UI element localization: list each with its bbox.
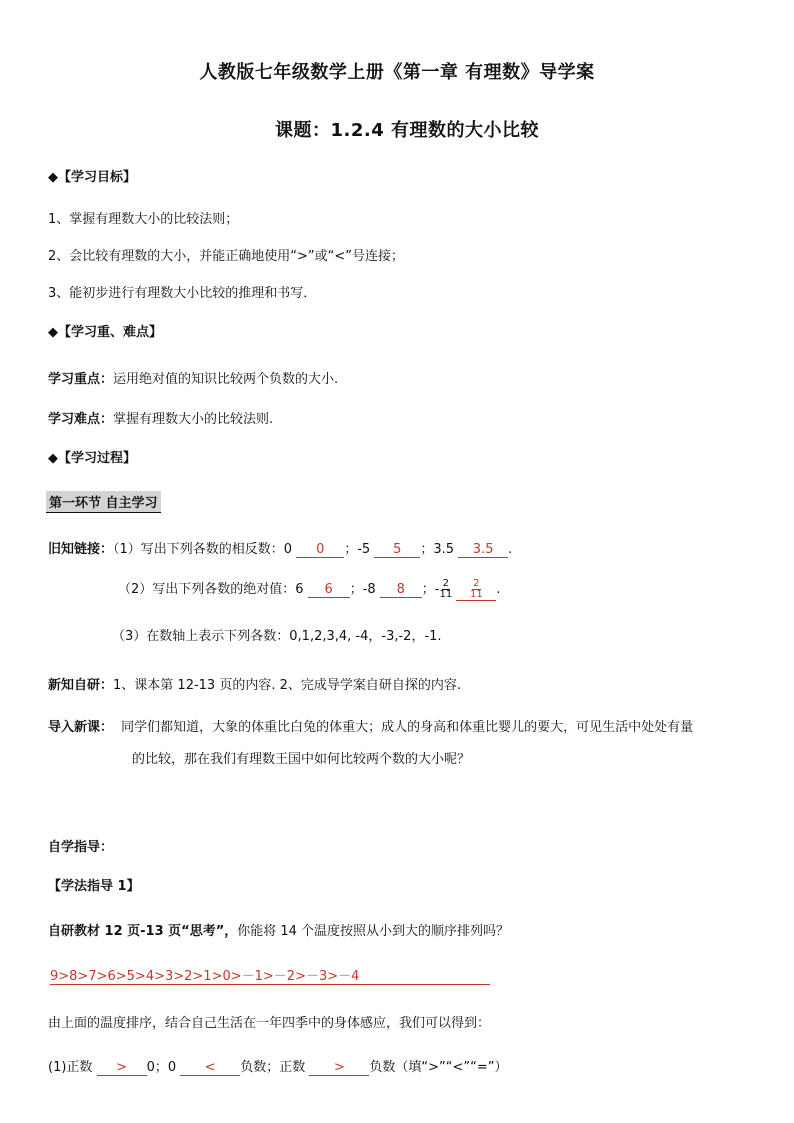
goals-heading: ◆【学习目标】 bbox=[48, 170, 136, 185]
study-line bbox=[48, 920, 509, 939]
q2-end: . bbox=[496, 582, 501, 597]
guide1-heading: 【学法指导 1】 bbox=[48, 879, 140, 894]
q2-fraction-den: 11 bbox=[439, 589, 453, 600]
goal-item: 1、掌握有理数大小的比较法则； bbox=[48, 212, 239, 227]
fill-prefix: (1)正数 bbox=[48, 1060, 93, 1075]
difficulty-text: 掌握有理数大小的比较法则. bbox=[113, 412, 274, 427]
q2-mid: ；- bbox=[421, 582, 440, 597]
lesson-title: 课题：1.2.4 有理数的大小比较 bbox=[274, 120, 539, 141]
keypoints-heading: ◆【学习重、难点】 bbox=[48, 325, 162, 340]
section-title: 第一环节 自主学习 bbox=[46, 491, 161, 513]
q1-end: . bbox=[508, 542, 513, 557]
focus-text: 运用绝对值的知识比较两个负数的大小. bbox=[113, 372, 339, 387]
q2-answer: 6 bbox=[308, 582, 350, 598]
intro-line bbox=[48, 716, 693, 735]
document-title: 人教版七年级数学上册《第一章 有理数》导学案 bbox=[199, 62, 595, 83]
review-q2 bbox=[118, 578, 501, 601]
goal-item: 3、能初步进行有理数大小比较的推理和书写． bbox=[48, 286, 317, 301]
fill-answer: < bbox=[180, 1060, 240, 1076]
q1-answer: 0 bbox=[296, 542, 344, 558]
q2-fraction-num: 2 bbox=[442, 578, 450, 589]
new-knowledge-line bbox=[48, 674, 461, 693]
review-q3: （3）在数轴上表示下列各数：0,1,2,3,4, -4，-3,-2，-1. bbox=[112, 629, 442, 644]
new-label: 新知自研： bbox=[48, 678, 114, 693]
intro-text: 同学们都知道，大象的体重比白兔的体重大；成人的身高和体重比婴儿的要大，可见生活中处处有量 bbox=[121, 720, 694, 735]
fill-answer: > bbox=[97, 1060, 147, 1076]
intro-label: 导入新课： bbox=[48, 720, 114, 735]
summary-line: 由上面的温度排序，结合自己生活在一年四季中的身体感应，我们可以得到： bbox=[48, 1016, 491, 1031]
goal-item: 2、会比较有理数的大小，并能正确地使用“>”或“<”号连接； bbox=[48, 249, 404, 264]
fill-mid: 负数；正数 bbox=[240, 1060, 306, 1075]
q1-answer: 5 bbox=[374, 542, 420, 558]
q2-answer-num: 2 bbox=[473, 578, 480, 589]
q1-mid: ；3.5 bbox=[420, 542, 454, 557]
focus-line bbox=[48, 368, 338, 387]
intro-line2: 的比较，那在我们有理数王国中如何比较两个数的大小呢？ bbox=[132, 752, 471, 767]
q2-mid: ；-8 bbox=[349, 582, 376, 597]
fill-end: 负数（填“>”“<”“=”） bbox=[369, 1060, 508, 1075]
q2-answer-fraction bbox=[470, 579, 483, 600]
q1-prefix: （1）写出下列各数的相反数：0 bbox=[113, 542, 293, 557]
study-bold: 自研教材 12 页-13 页“思考”， bbox=[48, 924, 238, 939]
focus-label: 学习重点： bbox=[48, 372, 114, 387]
review-q1 bbox=[48, 538, 512, 558]
ordering-answer: 9>8>7>6>5>4>3>2>1>0>－1>－2>－3>－4 bbox=[50, 965, 490, 985]
study-text: 你能将 14 个温度按照从小到大的顺序排列吗？ bbox=[237, 924, 510, 939]
review-label: 旧知链接： bbox=[48, 542, 114, 557]
fill-line bbox=[48, 1056, 508, 1076]
q2-answer-den: 11 bbox=[470, 589, 483, 600]
guide-label: 自学指导： bbox=[48, 840, 114, 855]
process-heading: ◆【学习过程】 bbox=[48, 451, 136, 466]
q2-prefix: （2）写出下列各数的绝对值：6 bbox=[118, 582, 304, 597]
fill-answer: > bbox=[309, 1060, 369, 1076]
q1-mid: ；-5 bbox=[344, 542, 371, 557]
q2-fraction bbox=[440, 579, 453, 600]
fill-mid: 0；0 bbox=[146, 1060, 177, 1075]
q2-answer: 8 bbox=[380, 582, 422, 598]
q1-answer: 3.5 bbox=[458, 542, 508, 558]
new-text: 1、课本第 12-13 页的内容. 2、完成导学案自研自探的内容. bbox=[113, 678, 461, 693]
difficulty-line bbox=[48, 408, 273, 427]
q2-answer bbox=[456, 579, 496, 601]
difficulty-label: 学习难点： bbox=[48, 412, 114, 427]
